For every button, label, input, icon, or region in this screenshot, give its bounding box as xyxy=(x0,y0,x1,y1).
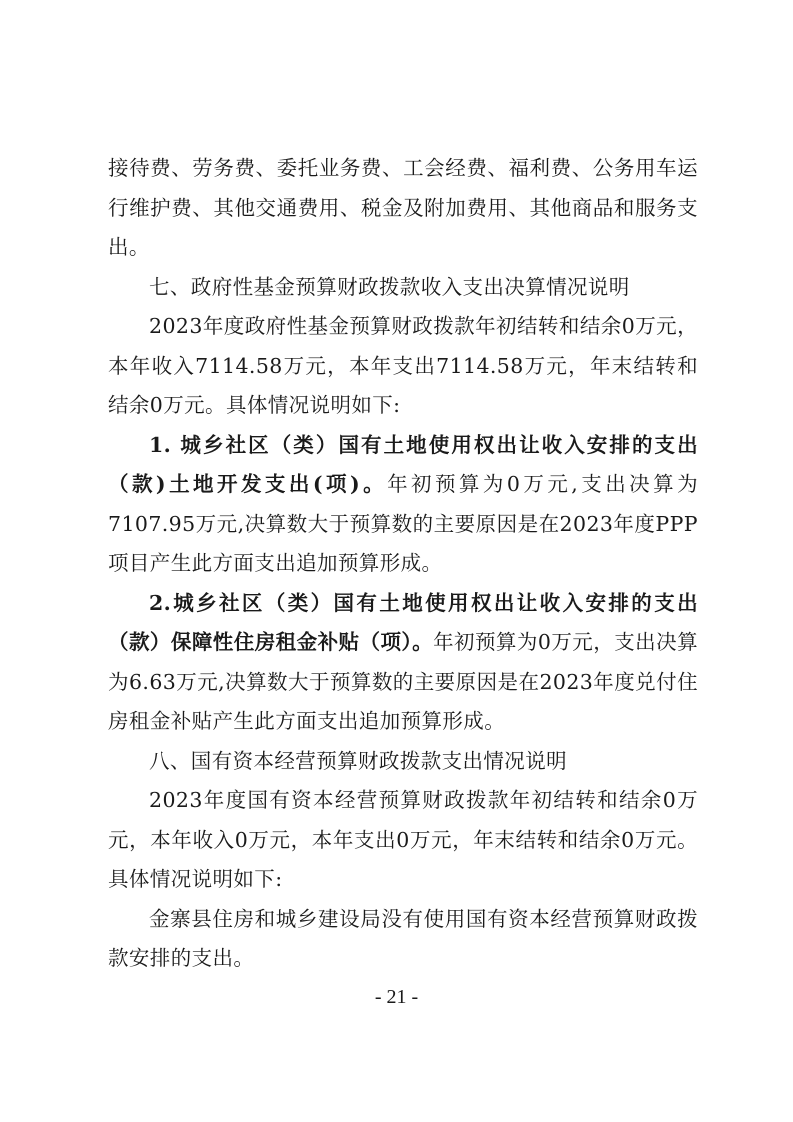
item-2-body: 年初预算为0万元，支出决算为6.63万元,决算数大于预算数的主要原因是在2023年度兑付住房租金补贴产生此方面支出追加预算形成。 xyxy=(108,630,698,733)
item-2-lead: 2.城乡社区（类）国有土地使用权出让收入安排的支出（款）保障性住房租金补贴（项）。 xyxy=(108,590,698,654)
section-7-item-2 xyxy=(108,584,698,742)
section-8-intro: 2023年度国有资本经营预算财政拨款年初结转和结余0万元，本年收入0万元，本年支出0万元，年末结转和结余0万元。具体情况说明如下: xyxy=(108,788,698,891)
section-7-item-1 xyxy=(108,426,698,584)
item-1-lead: 1. 城乡社区（类）国有土地使用权出让收入安排的支出（款)土地开发支出(项)。 xyxy=(108,432,698,496)
page-number: - 21 - xyxy=(374,986,419,1008)
section-7-heading: 七、政府性基金预算财政拨款收入支出决算情况说明 xyxy=(149,274,630,299)
section-7-intro: 2023年度政府性基金预算财政拨款年初结转和结余0万元，本年收入7114.58万元，本年支出7114.58万元，年末结转和结余0万元。具体情况说明如下: xyxy=(108,314,698,417)
page-body xyxy=(108,149,698,979)
section-8-heading: 八、国有资本经营预算财政拨款支出情况说明 xyxy=(149,748,567,773)
section-8-note: 金寨县住房和城乡建设局没有使用国有资本经营预算财政拨款安排的支出。 xyxy=(108,906,698,970)
item-1-body: 年初预算为0万元,支出决算为7107.95万元,决算数大于预算数的主要原因是在2023年度PPP项目产生此方面支出追加预算形成。 xyxy=(108,472,698,575)
continuation-paragraph: 接待费、劳务费、委托业务费、工会经费、福利费、公务用车运行维护费、其他交通费用、税金及附加费用、其他商品和服务支出。 xyxy=(108,156,698,259)
